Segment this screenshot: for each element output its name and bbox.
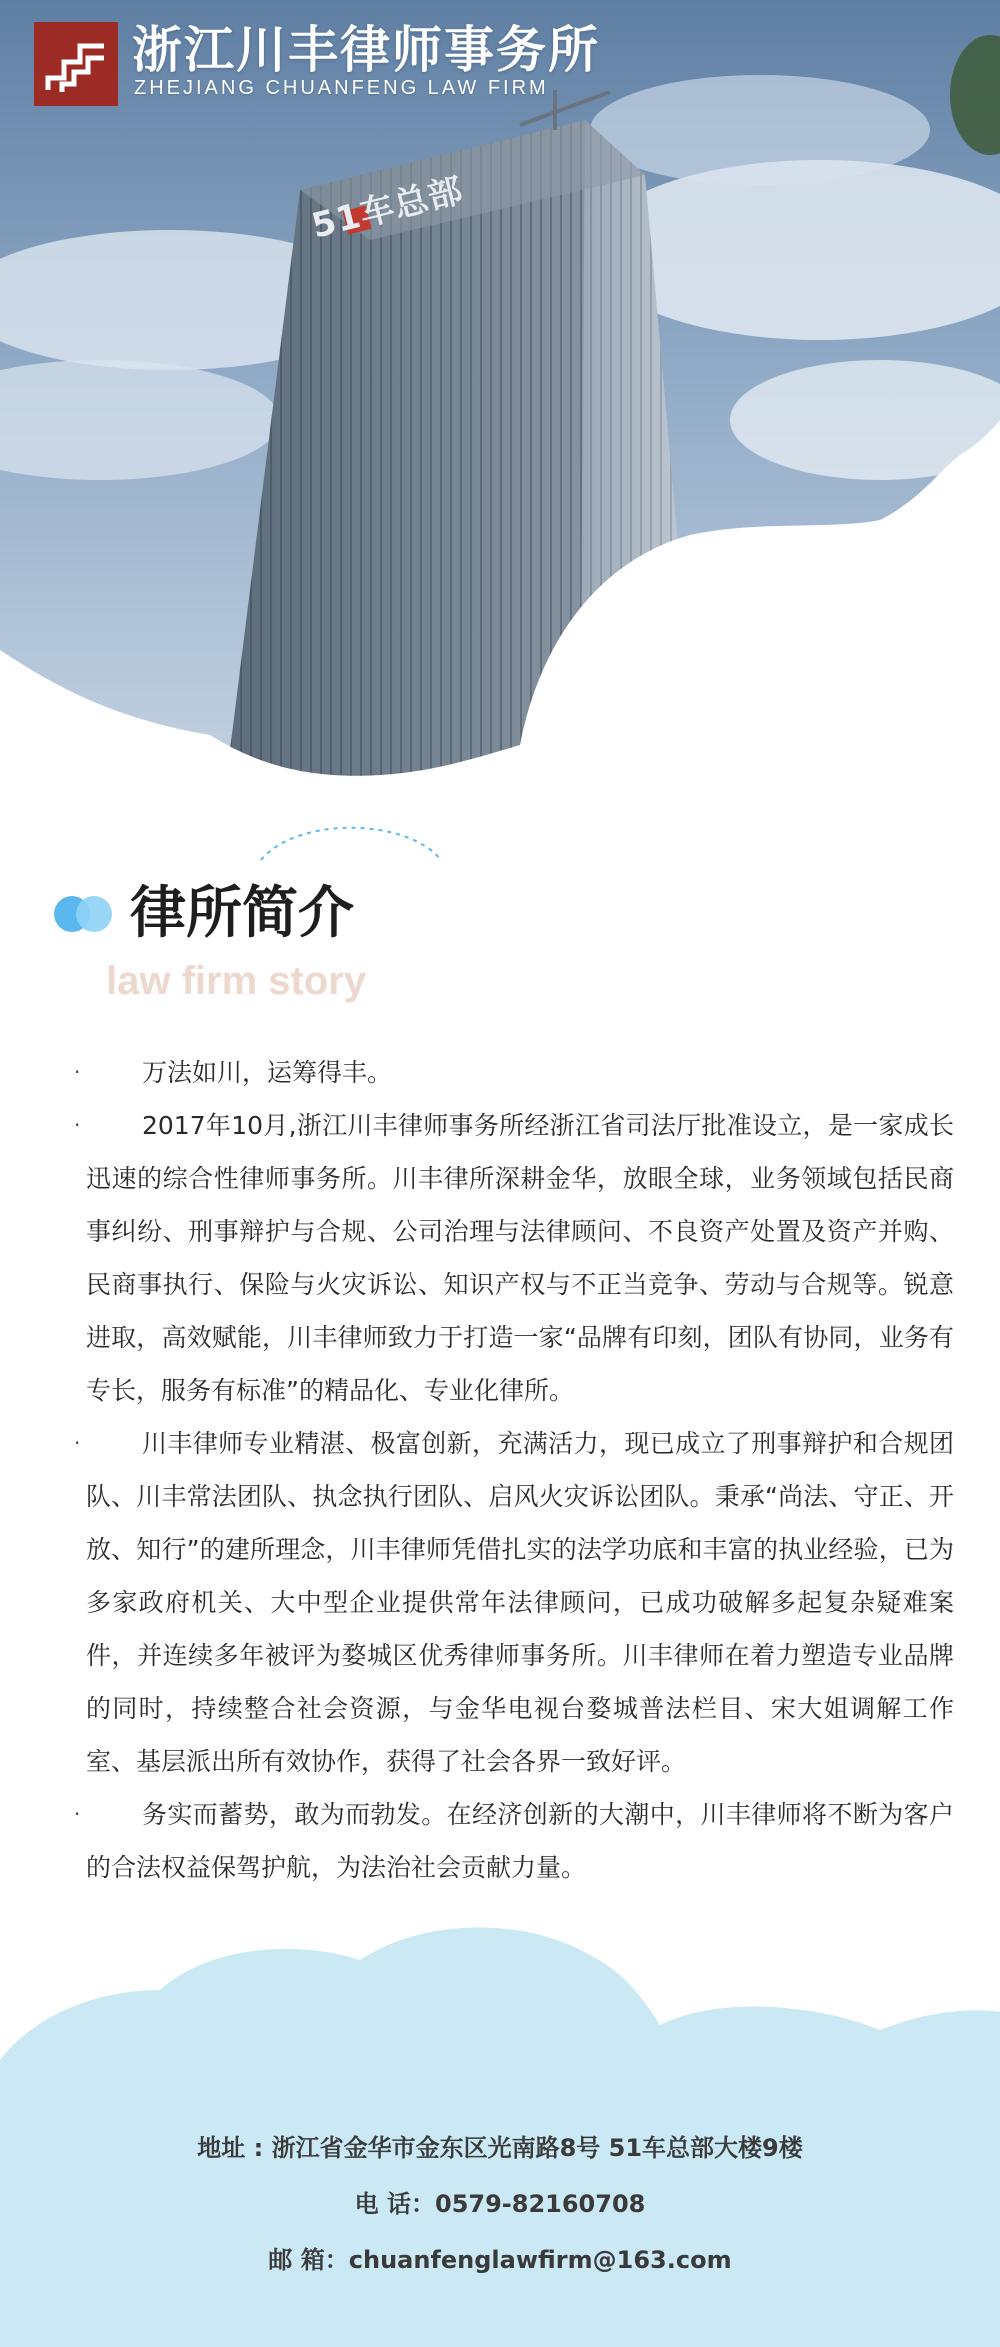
hero-banner <box>0 0 1000 800</box>
contact-footer <box>0 1900 1000 2347</box>
intro-paragraph: · 务实而蓄势，敢为而勃发。在经济创新的大潮中，川丰律师将不断为客户的合法权益保驾护航，为法治社会贡献力量。 <box>86 1788 954 1894</box>
intro-paragraph: · 万法如川，运筹得丰。 <box>86 1046 954 1099</box>
bullet-dot: · <box>74 1113 81 1137</box>
section-subtitle: law firm story <box>106 959 367 1003</box>
intro-paragraph: · 川丰律师专业精湛、极富创新，充满活力，现已成立了刑事辩护和合规团队、川丰常法团队、执念执行团队、启风火灾诉讼团队。秉承“尚法、守正、开放、知行”的建所理念，川丰律师凭借扎实的法学功底和丰富的执业经验，已为多家政府机关、大中型企业提供常年法律顾问，已成功破解多起复杂疑难案件，并连续多年被评为婺城区优秀律师事务所。川丰律师在着力塑造专业品牌的同时，持续整合社会资源，与金华电视台婺城普法栏目、宋大姐调解工作室、基层派出所有效协作，获得了社会各界一致好评。 <box>86 1417 954 1788</box>
footer-cloud-shape <box>0 1900 1000 2347</box>
building-photo <box>0 0 1000 800</box>
contact-address: 地址 : 浙江省金华市金东区光南路8号 51车总部大楼9楼 <box>197 2134 803 2162</box>
section-title: 律所简介 <box>130 881 354 946</box>
intro-paragraph: · 2017年10月,浙江川丰律师事务所经浙江省司法厅批准设立，是一家成长迅速的综合性律师事务所。川丰律所深耕金华，放眼全球，业务领域包括民商事纠纷、刑事辩护与合规、公司治理与法律顾问、不良资产处置及资产并购、民商事执行、保险与火灾诉讼、知识产权与不正当竞争、劳动与合规等。锐意进取，高效赋能，川丰律师致力于打造一家“品牌有印刻，团队有协同，业务有专长，服务有标准”的精品化、专业化律所。 <box>86 1099 954 1417</box>
bullet-dot: · <box>74 1431 81 1455</box>
dashed-arc-decoration <box>256 812 446 862</box>
bullet-dot: · <box>74 1802 81 1826</box>
firm-name-english: ZHEJIANG CHUANFENG LAW FIRM <box>134 77 549 99</box>
intro-body <box>74 1046 954 1894</box>
building-sign: 51车总部 <box>307 170 468 247</box>
contact-email[interactable]: 邮 箱：chuanfenglawfirm@163.com <box>268 2246 732 2274</box>
bullet-dot: · <box>74 1060 81 1084</box>
double-circle-icon <box>52 894 118 934</box>
stairs-logo-icon <box>34 22 118 106</box>
contact-phone: 电 话：0579-82160708 <box>354 2190 646 2218</box>
firm-name: 浙江川丰律师事务所 <box>132 21 600 79</box>
